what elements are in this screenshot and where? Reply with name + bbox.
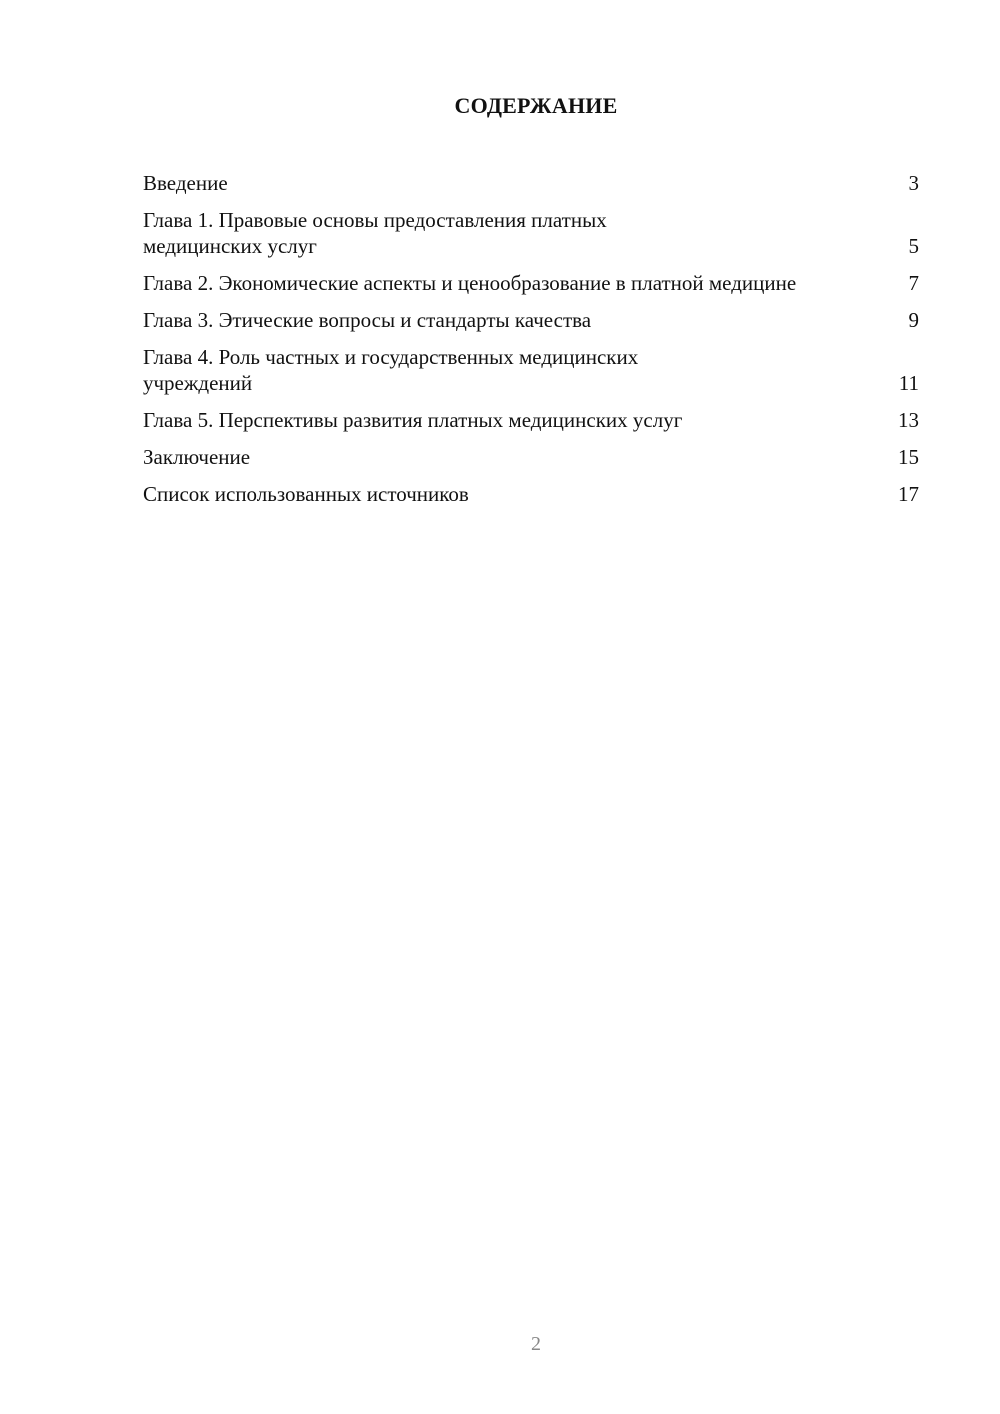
toc-entry-page: 7	[908, 271, 919, 295]
toc-entry-label: Глава 3. Этические вопросы и стандарты качества	[143, 308, 592, 332]
toc-entry-page: 17	[898, 482, 919, 506]
toc-entry-label: Глава 4. Роль частных и государственных медицинских учреждений	[143, 345, 639, 395]
toc-entry-chapter-1[interactable]	[143, 207, 919, 259]
toc-entry-label: Заключение	[143, 445, 251, 469]
toc-entry-chapter-5[interactable]	[143, 407, 919, 433]
toc-entry-label: Глава 2. Экономические аспекты и ценообразование в платной медицине	[143, 271, 797, 295]
toc-entry-label: Введение	[143, 171, 228, 195]
toc-entry-chapter-4[interactable]	[143, 344, 919, 396]
toc-entry-chapter-2[interactable]	[143, 270, 919, 296]
page-title: СОДЕРЖАНИЕ	[454, 93, 618, 118]
toc-entry-label: Глава 5. Перспективы развития платных медицинских услуг	[143, 408, 683, 432]
toc-entry-page: 3	[908, 171, 919, 195]
toc-entry-label: Глава 1. Правовые основы предоставления платных медицинских услуг	[143, 208, 607, 258]
toc-entry-conclusion[interactable]	[143, 444, 919, 470]
toc-entry-page: 9	[908, 308, 919, 332]
toc-entry-chapter-3[interactable]	[143, 307, 919, 333]
toc-entry-page: 5	[908, 234, 919, 258]
table-of-contents	[143, 170, 919, 518]
toc-entry-page: 15	[898, 445, 919, 469]
toc-entry-page: 11	[898, 371, 919, 395]
toc-entry-references[interactable]	[143, 481, 919, 507]
toc-entry-introduction[interactable]	[143, 170, 919, 196]
toc-entry-page: 13	[898, 408, 919, 432]
toc-entry-label: Список использованных источников	[143, 482, 469, 506]
page-number: 2	[531, 1333, 541, 1355]
